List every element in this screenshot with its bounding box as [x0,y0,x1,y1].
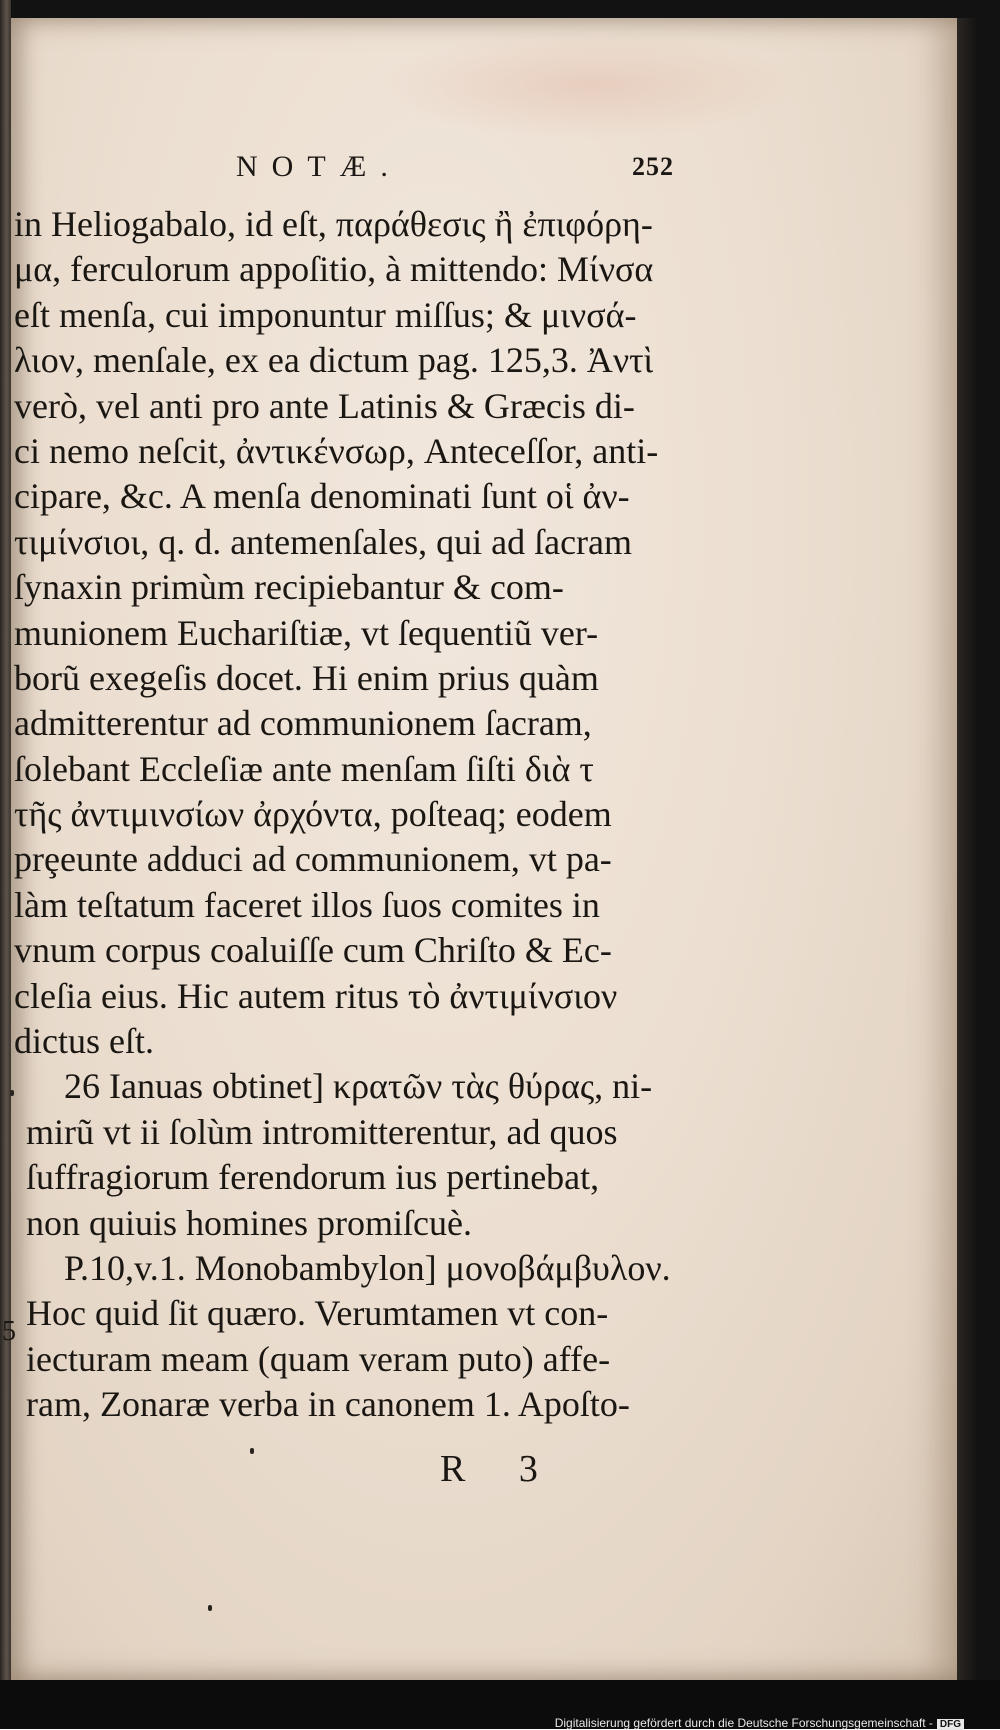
text-line: cleſia eius. Hic autem ritus τὸ ἀντιμίνσιον [14,975,618,1016]
margin-dot [10,1090,14,1096]
dfg-logo: DFG [937,1719,964,1730]
running-head: NOTÆ. [236,150,402,183]
text-line: ci nemo neſcit, ἀντικένσωρ, Anteceſſor, anti- [14,430,659,471]
text-line: ſolebant Eccleſiæ ante menſam ſiſti διὰ τ [14,748,594,789]
paper-stain [380,30,800,140]
text-line: in Heliogabalo, id eſt, παράθεσις ἢ ἐπιφόρη- [14,204,653,244]
text-line: iecturam meam (quam veram puto) affe- [26,1338,611,1379]
page-number: 252 [632,152,674,181]
text-line: mirũ vt ii ſolùm intromitterentur, ad quos [26,1111,618,1152]
text-line: λιον, menſale, ex ea dictum pag. 125,3. Ἀντὶ [14,340,654,381]
page-header [0,150,960,190]
text-line: 26 Ianuas obtinet] κρατῶν τὰς θύρας, ni- [64,1066,653,1107]
margin-line-number: 5 [2,1316,16,1347]
text-line: P.10,v.1. Monobambylon] μονοβάμβυλον. [64,1247,671,1288]
text-line: ſuffragiorum ferendorum ius pertinebat, [26,1157,600,1198]
text-line: borũ exegeſis docet. Hi enim prius quàm [14,657,599,698]
digitization-credit [555,1716,964,1730]
text-line: eſt menſa, cui imponuntur miſſus; & μινσά- [14,294,637,335]
text-line: verò, vel anti pro ante Latinis & Græcis di- [14,385,635,426]
text-line: làm teſtatum faceret illos ſuos comites in [14,884,600,925]
text-line: prȩeunte adduci ad communionem, vt pa- [14,839,612,880]
text-line: τῆς ἀντιμινσίων ἀρχόντα, poſteaq; eodem [14,794,612,835]
text-line: cipare, &c. A menſa denominati ſunt οἱ ἀν- [14,476,630,517]
text-line: admitterentur ad communionem ſacram, [14,703,592,744]
text-line: ſynaxin primùm recipiebantur & com- [14,567,564,608]
text-line: Hoc quid ſit quæro. Verumtamen vt con- [26,1293,609,1334]
credit-text: Digitalisierung gefördert durch die Deutsche Forschungsgemeinschaft - [554,1716,933,1730]
text-line: munionem Euchariſtiæ, vt ſequentiũ ver- [14,612,599,653]
text-line: μα, ferculorum appoſitio, à mittendo: Μίνσα [14,249,654,290]
book-spine-edge [0,0,11,1690]
ink-speck [250,1448,254,1454]
body-text [14,202,694,1428]
text-line: non quiuis homines promiſcuè. [26,1202,472,1243]
page-right-shadow [957,18,979,1680]
text-line: vnum corpus coaluiſſe cum Chriſto & Ec- [14,930,612,971]
text-line: τιμίνσιοι, q. d. antemenſales, qui ad ſacram [14,521,633,562]
text-line: ram, Zonaræ verba in canonem 1. Apoſto- [26,1384,630,1425]
text-line: dictus eſt. [14,1021,154,1062]
signature-mark: R 3 [440,1448,560,1490]
ink-speck [208,1605,212,1611]
